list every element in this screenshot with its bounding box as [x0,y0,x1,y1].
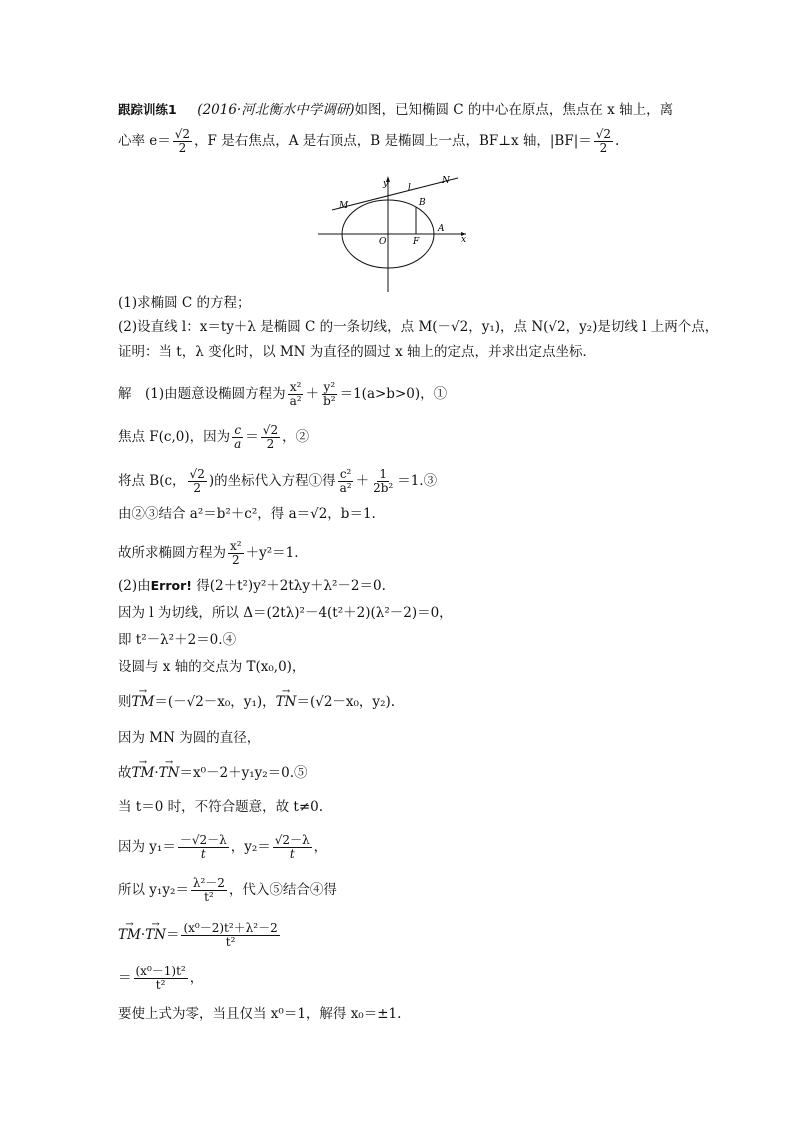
axis-x-label: x [461,235,467,245]
fraction-sqrt2-over-2: $\frac{√2}{2}$ [174,127,191,155]
problem-line-2: 心率 e＝ $\frac{√2}{2}$ ，F 是右焦点，A 是右顶点，B 是椭圆上一点，BF⊥x 轴，|BF|＝ $\frac{√2}{2}$ . [118,127,620,155]
solution-line-4: 由②③结合 a²＝b²＋c²，得 a＝√2，b＝1. [118,506,376,522]
solution-line-1: 解 (1)由题意设椭圆方程为 $\frac{\text{x²}}{\text{a²}}$ ＋ $\frac{\text{y²}}{\text{b²}}$ ＝1(a>b>0)，① [118,380,448,408]
eccentricity-label: 心率 e＝ [118,133,171,149]
solution-line-14: 因为 y₁＝ $\frac{-√2-\lambda}{t}$ ，y₂＝ $\frac{√2-\lambda}{t}$ ， [118,833,328,861]
problem-tag: 跟踪训练1 [118,102,177,117]
solution-line-17: ＝ $\frac{\text{(x⁰－1)t²}}{\text{t²}}$ ， [118,964,204,992]
question-2-line-1: (2)设直线 l：x＝ty＋λ 是椭圆 C 的一条切线，点 M(－√2，y₁)，点 N(√2，y₂)是切线 l 上两个点， [118,319,719,335]
point-a-label: A [438,224,445,234]
solution-line-10: 则→ TM＝(－√2－x₀，y₁)，→ TN＝(√2－x₀，y₂). [118,693,395,711]
solution-line-11: 因为 MN 为圆的直径， [118,730,261,746]
ellipse-figure [318,172,470,294]
solution-line-8: 即 t²－λ²＋2＝0.④ [118,632,237,648]
problem-source: (2016·河北衡水中学调研) [197,102,355,118]
point-m-label: M [339,201,349,211]
problem-line-1 [118,101,673,119]
point-n-label: N [442,176,450,186]
solution-line-12: 故→ TM·→ TN＝x⁰－2＋y₁y₂＝0.⑤ [118,764,308,782]
question-1: (1)求椭圆 C 的方程； [118,295,251,311]
solution-line-18: 要使上式为零，当且仅当 x⁰＝1，解得 x₀＝±1. [118,1006,402,1022]
point-f-label: F [413,237,420,247]
solution-line-13: 当 t＝0 时，不符合题意，故 t≠0. [118,799,324,815]
point-b-label: B [419,198,426,208]
solution-line-16: → TM·→ TN＝ $\frac{\text{(x⁰－2)t²＋λ²－2}}{\text{t²}}$ [118,922,282,949]
fraction-bf: $\frac{√2}{2}$ [595,127,612,155]
solution-line-6: (2)由Error! 得(2＋t²)y²＋2tλy＋λ²－2＝0. [118,578,386,594]
error-marker: Error! [150,578,192,593]
solution-line-9: 设圆与 x 轴的交点为 T(x₀,0)， [118,659,306,675]
solution-line-3: 将点 B(c， $\frac{√2}{2}$ )的坐标代入方程①得 $\frac{\text{c²}}{\text{a²}}$ ＋ $\frac{1}{\text{2b²}}$ ＝1.③ [118,467,438,495]
solution-line-5: 故所求椭圆方程为 $\frac{\text{x²}}{2}$ ＋y²＝1. [118,539,299,567]
problem-text-1: 如图，已知椭圆 C 的中心在原点，焦点在 x 轴上，离 [354,102,674,118]
question-2-line-2: 证明：当 t，λ 变化时，以 MN 为直径的圆过 x 轴上的定点，并求出定点坐标． [118,344,596,360]
origin-label: O [379,237,387,247]
solution-line-2: 焦点 F(c,0)，因为 $\frac{c}{a}$ ＝ $\frac{√2}{2}$ ，② [118,423,310,451]
problem-text-2: ，F 是右焦点，A 是右顶点，B 是椭圆上一点，BF⊥x 轴，|BF|＝ [194,133,592,149]
solution-line-7: 因为 l 为切线，所以 Δ＝(2tλ)²－4(t²＋2)(λ²－2)＝0， [118,605,453,621]
solution-line-15: 所以 y₁y₂＝ $\frac{\text{λ²－2}}{\text{t²}}$ ，代入⑤结合④得 [118,876,337,904]
line-l-label: l [408,183,411,193]
axis-y-label: y [383,179,389,189]
